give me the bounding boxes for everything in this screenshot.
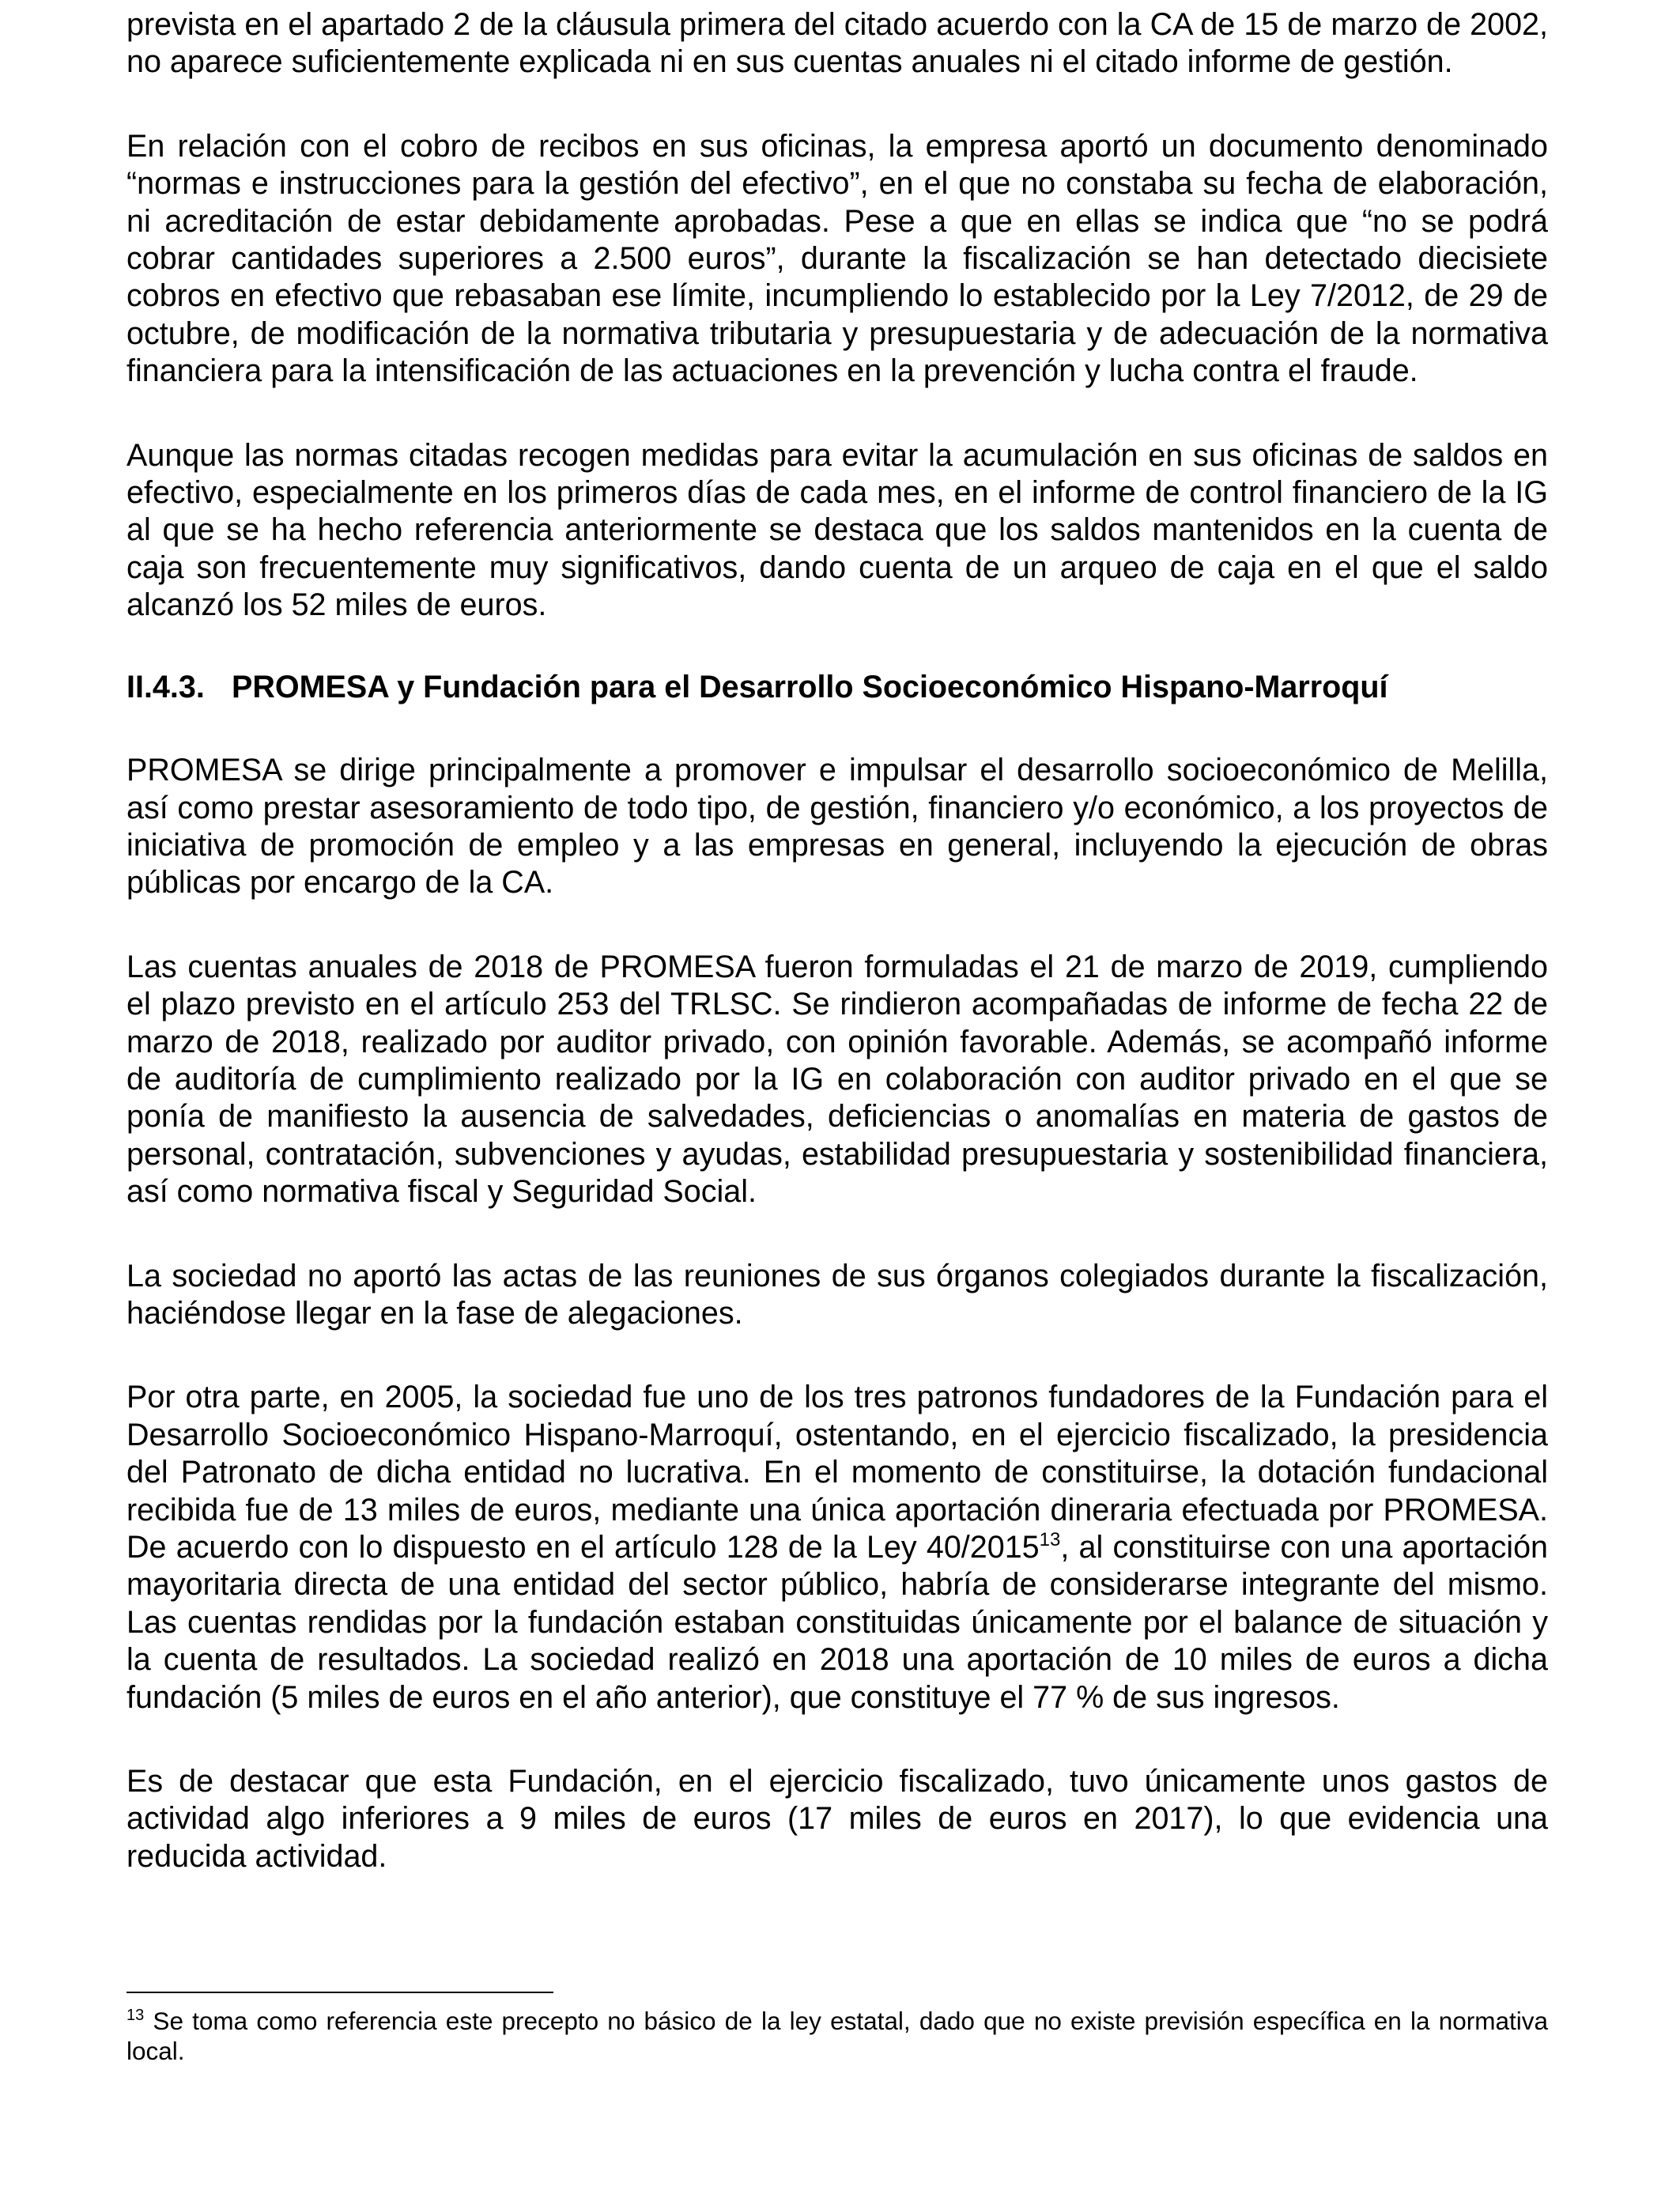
document-body: [126, 6, 1548, 1875]
paragraph-foundation-part-b: , al constituirse con una aportación mayoritaria directa de una entidad del sector público, habría de considerarse integrante del mismo. Las cuentas rendidas por la fundación estaban constituidas únicamente por el balance de situación y la cuenta de resultados. La sociedad realizó en 2018 una aportación de 10 miles de euros a dicha fundación (5 miles de euros en el año anterior), que constituye el 77 % de sus ingresos.: [126, 1530, 1548, 1715]
paragraph-foundation: [126, 1379, 1548, 1716]
paragraph-cash-balances: Aunque las normas citadas recogen medidas para evitar la acumulación en sus oficinas de saldos en efectivo, especialmente en los primeros días de cada mes, en el informe de control financiero de la IG al que se ha hecho referencia anteriormente se destaca que los saldos mantenidos en la cuenta de caja son frecuentemente muy significativos, dando cuenta de un arqueo de caja en el que el saldo alcanzó los 52 miles de euros.: [126, 437, 1548, 623]
section-heading: [126, 669, 1548, 706]
paragraph-fiscal-account-explanation: prevista en el apartado 2 de la cláusula primera del citado acuerdo con la CA de 15 de marzo de 2002, no aparece suficientemente explicada ni en sus cuentas anuales ni el citado informe de gestión.: [126, 7, 1548, 80]
paragraph-foundation-part-a: Por otra parte, en 2005, la sociedad fue uno de los tres patronos fundadores de la Fundación para el Desarrollo Socioeconómico Hispano-Marroquí, ostentando, en el ejercicio fiscalizado, la presidencia del Patronato de dicha entidad no lucrativa. En el momento de constituirse, la dotación fundacional recibida fue de 13 miles de euros, mediante una única aportación dineraria efectuada por PROMESA. De acuerdo con lo dispuesto en el artículo 128 de la Ley 40/2015: [126, 1380, 1548, 1565]
footnote-number: 13: [126, 2007, 145, 2024]
paragraph-board-minutes: La sociedad no aportó las actas de las reuniones de sus órganos colegiados durante la fiscalización, haciéndose llegar en la fase de alegaciones.: [126, 1258, 1548, 1331]
footnote-separator: [126, 1992, 553, 1993]
section-number: II.4.3.: [126, 669, 205, 704]
footnote-text: Se toma como referencia este precepto no básico de la ley estatal, dado que no existe previsión específica en la normativa local.: [126, 2007, 1548, 2065]
footnote: [126, 2006, 1548, 2066]
footnote-reference[interactable]: 13: [1039, 1529, 1061, 1550]
paragraph-annual-accounts: Las cuentas anuales de 2018 de PROMESA fueron formuladas el 21 de marzo de 2019, cumpliendo el plazo previsto en el artículo 253 del TRLSC. Se rindieron acompañadas de informe de fecha 22 de marzo de 2018, realizado por auditor privado, con opinión favorable. Además, se acompañó informe de auditoría de cumplimiento realizado por la IG en colaboración con auditor privado en el que se ponía de manifiesto la ausencia de salvedades, deficiencias o anomalías en materia de gastos de personal, contratación, subvenciones y ayudas, estabilidad presupuestaria y sostenibilidad financiera, así como normativa fiscal y Seguridad Social.: [126, 949, 1548, 1210]
section-title: PROMESA y Fundación para el Desarrollo Socioeconómico Hispano-Marroquí: [232, 669, 1388, 704]
paragraph-promesa-purpose: PROMESA se dirige principalmente a promover e impulsar el desarrollo socioeconómico de Melilla, así como prestar asesoramiento de todo tipo, de gestión, financiero y/o económico, a los proyectos de iniciativa de promoción de empleo y a las empresas en general, incluyendo la ejecución de obras públicas por encargo de la CA.: [126, 753, 1548, 901]
paragraph-cash-collection: En relación con el cobro de recibos en sus oficinas, la empresa aportó un documento denominado “normas e instrucciones para la gestión del efectivo”, en el que no constaba su fecha de elaboración, ni acreditación de estar debidamente aprobadas. Pese a que en ellas se indica que “no se podrá cobrar cantidades superiores a 2.500 euros”, durante la fiscalización se han detectado diecisiete cobros en efectivo que rebasaban ese límite, incumpliendo lo establecido por la Ley 7/2012, de 29 de octubre, de modificación de la normativa tributaria y presupuestaria y de adecuación de la normativa financiera para la intensificación de las actuaciones en la prevención y lucha contra el fraude.: [126, 128, 1548, 389]
paragraph-foundation-activity: Es de destacar que esta Fundación, en el ejercicio fiscalizado, tuvo únicamente unos gastos de actividad algo inferiores a 9 miles de euros (17 miles de euros en 2017), lo que evidencia una reducida actividad.: [126, 1764, 1548, 1874]
